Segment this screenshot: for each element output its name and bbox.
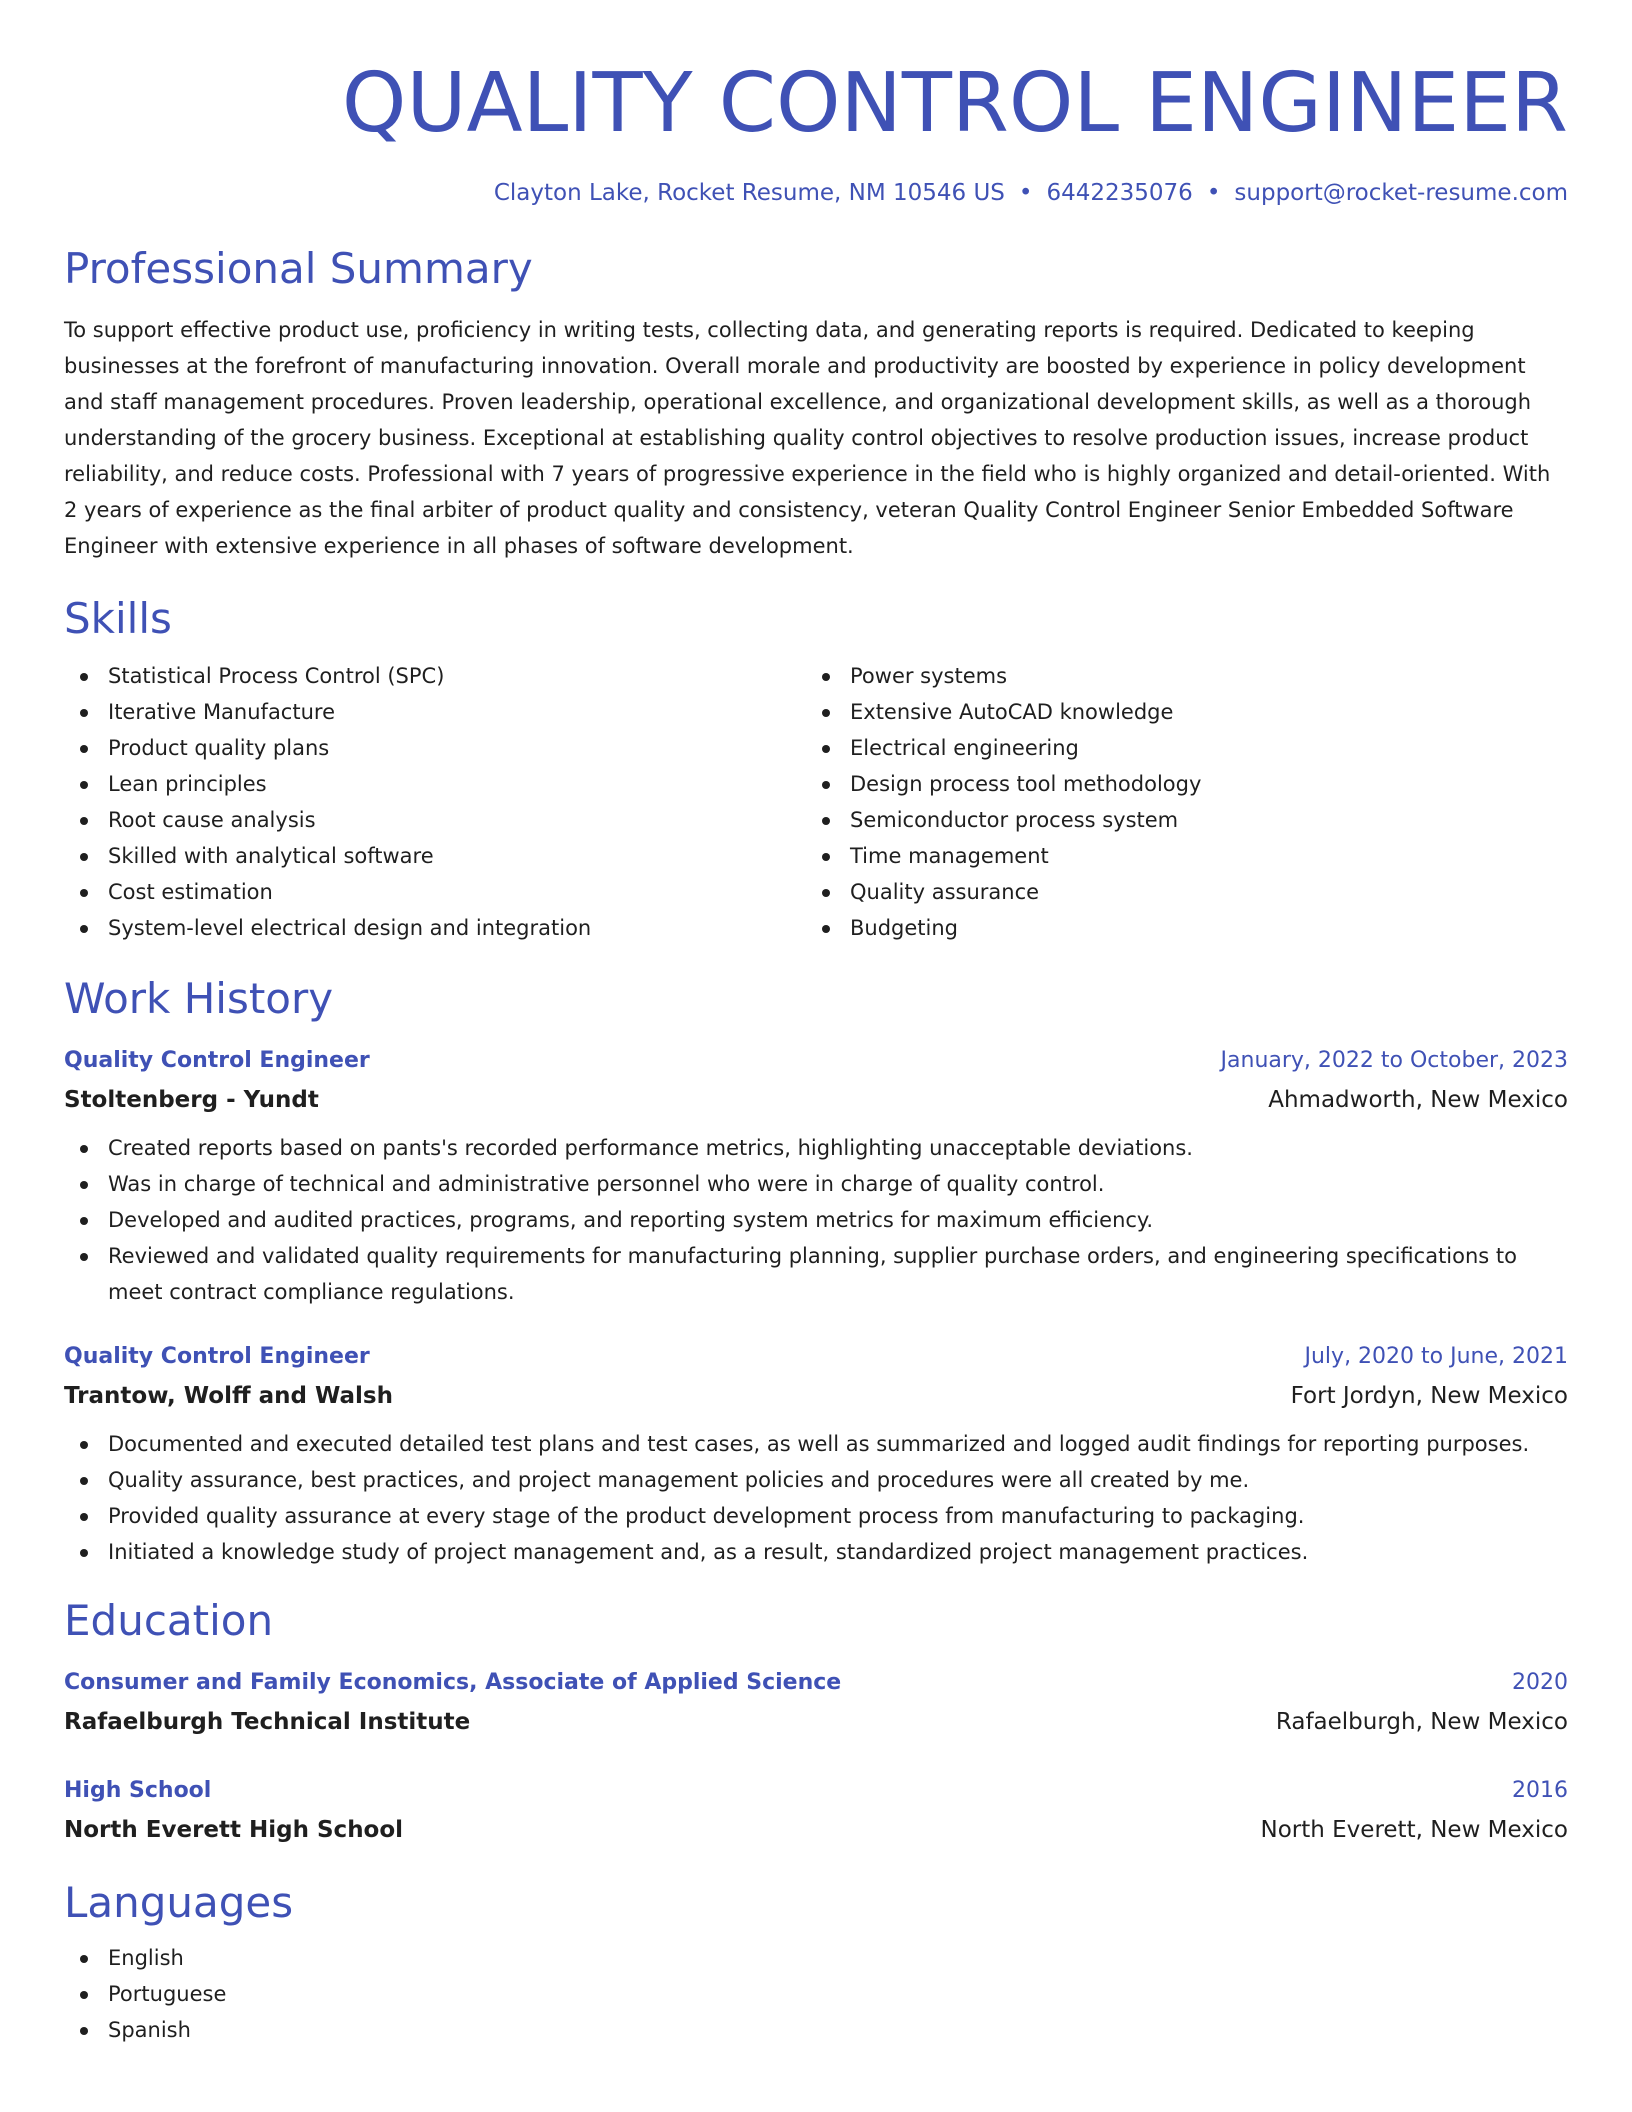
education-heading: Education <box>64 1596 274 1645</box>
job-company: Stoltenberg - Yundt <box>64 1087 319 1113</box>
languages-heading: Languages <box>64 1878 294 1927</box>
summary-heading: Professional Summary <box>64 244 533 293</box>
contact-email: support@rocket-resume.com <box>1234 180 1568 206</box>
job-dates: July, 2020 to June, 2021 <box>1304 1344 1568 1369</box>
skill-item: System-level electrical design and integration <box>64 910 806 946</box>
education-degree: Consumer and Family Economics, Associate of Applied Science <box>64 1670 842 1695</box>
language-item: Spanish <box>64 2012 1568 2048</box>
job-bullet: Created reports based on pants's recorded performance metrics, highlighting unacceptable deviations. <box>64 1130 1568 1166</box>
education-entry <box>64 1664 1568 1742</box>
job-bullet: Reviewed and validated quality requirements for manufacturing planning, supplier purchase orders, and engineering specifications to meet contract compliance regulations. <box>64 1238 1568 1310</box>
work-history-heading: Work History <box>64 974 334 1023</box>
skill-item: Quality assurance <box>806 874 1548 910</box>
job-company: Trantow, Wolff and Walsh <box>64 1383 393 1409</box>
job-entry <box>64 1338 1568 1570</box>
languages-list <box>64 1940 1568 2048</box>
education-location: North Everett, New Mexico <box>1260 1817 1568 1843</box>
job-role: Quality Control Engineer <box>64 1344 370 1369</box>
skills-list-right <box>806 658 1548 946</box>
education-degree: High School <box>64 1778 212 1803</box>
skill-item: Skilled with analytical software <box>64 838 806 874</box>
job-role: Quality Control Engineer <box>64 1048 370 1073</box>
education-school: North Everett High School <box>64 1817 404 1843</box>
skill-item: Root cause analysis <box>64 802 806 838</box>
skill-item: Design process tool methodology <box>806 766 1548 802</box>
job-bullets <box>64 1130 1568 1310</box>
skill-item: Time management <box>806 838 1548 874</box>
skill-item: Lean principles <box>64 766 806 802</box>
job-bullet: Was in charge of technical and administrative personnel who were in charge of quality control. <box>64 1166 1568 1202</box>
summary-text: To support effective product use, proficiency in writing tests, collecting data, and generating reports is required. Dedicated to keeping businesses at the forefront of manufacturing innovation. Overall morale and productivity are boosted by experience in policy development and staff management procedures. Proven leadership, operational excellence, and organizational development skills, as well as a thorough understanding of the grocery business. Exceptional at establishing quality control objectives to resolve production issues, increase product reliability, and reduce costs. Professional with 7 years of progressive experience in the field who is highly organized and detail-oriented. With 2 years of experience as the final arbiter of product quality and consistency, veteran Quality Control Engineer Senior Embedded Software Engineer with extensive experience in all phases of software development. <box>64 318 1551 558</box>
contact-address: Clayton Lake, Rocket Resume, NM 10546 US <box>493 180 1005 206</box>
job-bullet: Documented and executed detailed test plans and test cases, as well as summarized and logged audit findings for reporting purposes. <box>64 1426 1568 1462</box>
skills-heading: Skills <box>64 594 172 643</box>
job-location: Ahmadworth, New Mexico <box>1268 1087 1568 1113</box>
job-location: Fort Jordyn, New Mexico <box>1290 1383 1568 1409</box>
skill-item: Iterative Manufacture <box>64 694 806 730</box>
job-bullets <box>64 1426 1568 1570</box>
education-location: Rafaelburgh, New Mexico <box>1275 1709 1568 1735</box>
education-school: Rafaelburgh Technical Institute <box>64 1709 471 1735</box>
contact-line <box>64 176 1568 210</box>
skill-item: Cost estimation <box>64 874 806 910</box>
contact-separator: • <box>1206 180 1221 206</box>
job-bullet: Developed and audited practices, programs, and reporting system metrics for maximum efficiency. <box>64 1202 1568 1238</box>
education-year: 2020 <box>1512 1670 1568 1695</box>
skill-item: Statistical Process Control (SPC) <box>64 658 806 694</box>
skills-list-left <box>64 658 806 946</box>
language-item: Portuguese <box>64 1976 1568 2012</box>
skill-item: Electrical engineering <box>806 730 1548 766</box>
resume-title: QUALITY CONTROL ENGINEER <box>341 56 1568 151</box>
skill-item: Budgeting <box>806 910 1548 946</box>
job-dates: January, 2022 to October, 2023 <box>1220 1048 1568 1073</box>
job-bullet: Initiated a knowledge study of project management and, as a result, standardized project management practices. <box>64 1534 1568 1570</box>
language-item: English <box>64 1940 1568 1976</box>
skill-item: Semiconductor process system <box>806 802 1548 838</box>
job-bullet: Provided quality assurance at every stage of the product development process from manufacturing to packaging. <box>64 1498 1568 1534</box>
skill-item: Product quality plans <box>64 730 806 766</box>
skills-columns <box>64 658 1568 946</box>
skill-item: Power systems <box>806 658 1548 694</box>
contact-separator: • <box>1018 180 1033 206</box>
contact-phone: 6442235076 <box>1046 180 1193 206</box>
education-year: 2016 <box>1512 1778 1568 1803</box>
job-entry <box>64 1042 1568 1310</box>
job-bullet: Quality assurance, best practices, and project management policies and procedures were all created by me. <box>64 1462 1568 1498</box>
education-entry <box>64 1772 1568 1850</box>
skill-item: Extensive AutoCAD knowledge <box>806 694 1548 730</box>
